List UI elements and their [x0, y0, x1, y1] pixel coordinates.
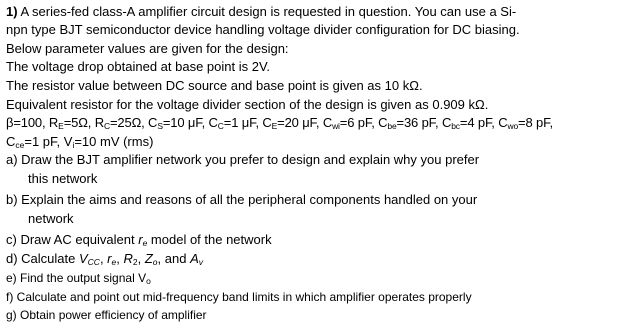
subscript: 2: [132, 257, 138, 267]
subscript: C: [217, 121, 224, 131]
subscript: wi: [332, 121, 340, 131]
text-run: =20 μF, C: [277, 115, 333, 130]
subscript: v: [198, 257, 203, 267]
item-c: [6, 231, 272, 248]
intro-line-6: Equivalent resistor for the voltage divider section of the design is given as 0.909 kΩ.: [6, 97, 489, 112]
text-run: =10 μF, C: [162, 115, 218, 130]
text-run: =25Ω, C: [109, 115, 158, 130]
math-symbol: r: [107, 251, 112, 266]
text-run: =10 mV (rms): [74, 134, 154, 149]
text-run: β=100, R: [6, 115, 59, 130]
subscript: E: [58, 121, 64, 131]
subscript: ce: [15, 140, 25, 150]
math-symbol: V: [78, 251, 88, 266]
text-run: , and: [157, 251, 191, 266]
math-symbol: Z: [144, 251, 153, 266]
parameters-line-2: [6, 133, 153, 150]
intro-line-5: The resistor value between DC source and base point is given as 10 kΩ.: [6, 78, 423, 93]
subscript: be: [387, 121, 397, 131]
text-run: =36 pF, C: [396, 115, 452, 130]
text-run: =5Ω, R: [63, 115, 104, 130]
text-run: e) Find the output signal V: [6, 271, 147, 285]
item-e: [6, 270, 151, 287]
text-run: =1 μF, C: [223, 115, 272, 130]
item-a-line-2: this network: [28, 171, 98, 186]
intro-text-1: A series-fed class-A amplifier circuit design is requested in question. You can use a Si-: [20, 4, 517, 19]
item-b-line-1: b) Explain the aims and reasons of all the peripheral components handled on your: [6, 192, 478, 207]
subscript: o: [146, 276, 151, 286]
subscript: bc: [451, 121, 460, 131]
subscript: C: [103, 121, 110, 131]
text-run: =6 pF, C: [339, 115, 388, 130]
text-run: =4 pF, C: [459, 115, 508, 130]
subscript: o: [152, 257, 158, 267]
question-line-1: [6, 3, 516, 20]
text-run: model of the network: [147, 232, 272, 247]
math-symbol: r: [138, 232, 143, 247]
subscript: E: [271, 121, 278, 131]
subscript: e: [111, 257, 117, 267]
text-run: =8 pF,: [518, 115, 553, 130]
text-run: c) Draw AC equivalent: [6, 232, 139, 247]
text-run: C: [6, 134, 16, 149]
subscript: e: [142, 238, 148, 248]
text-run: ,: [99, 251, 108, 266]
item-b-line-2: network: [28, 211, 74, 226]
math-symbol: R: [123, 251, 133, 266]
item-a-line-1: a) Draw the BJT amplifier network you prefer to design and explain why you prefer: [6, 152, 480, 167]
intro-line-2: npn type BJT semiconductor device handling voltage divider configuration for DC biasing.: [6, 22, 520, 37]
intro-line-3: Below parameter values are given for the design:: [6, 41, 289, 56]
item-g: g) Obtain power efficiency of amplifier: [6, 308, 207, 322]
intro-line-4: The voltage drop obtained at base point is 2V.: [6, 59, 271, 74]
question-number: 1): [6, 4, 18, 19]
subscript: S: [157, 121, 163, 131]
text-run: d) Calculate: [6, 251, 79, 266]
math-symbol: A: [190, 251, 199, 266]
parameters-line-1: [6, 114, 553, 131]
text-run: ,: [116, 251, 124, 266]
subscript: i: [72, 140, 75, 150]
item-f: f) Calculate and point out mid-frequency band limits in which amplifier operates properly: [6, 290, 472, 304]
text-run: =1 pF, V: [24, 134, 73, 149]
item-d: [6, 250, 203, 267]
subscript: CC: [87, 257, 100, 267]
text-run: ,: [137, 251, 145, 266]
subscript: wo: [507, 121, 519, 131]
